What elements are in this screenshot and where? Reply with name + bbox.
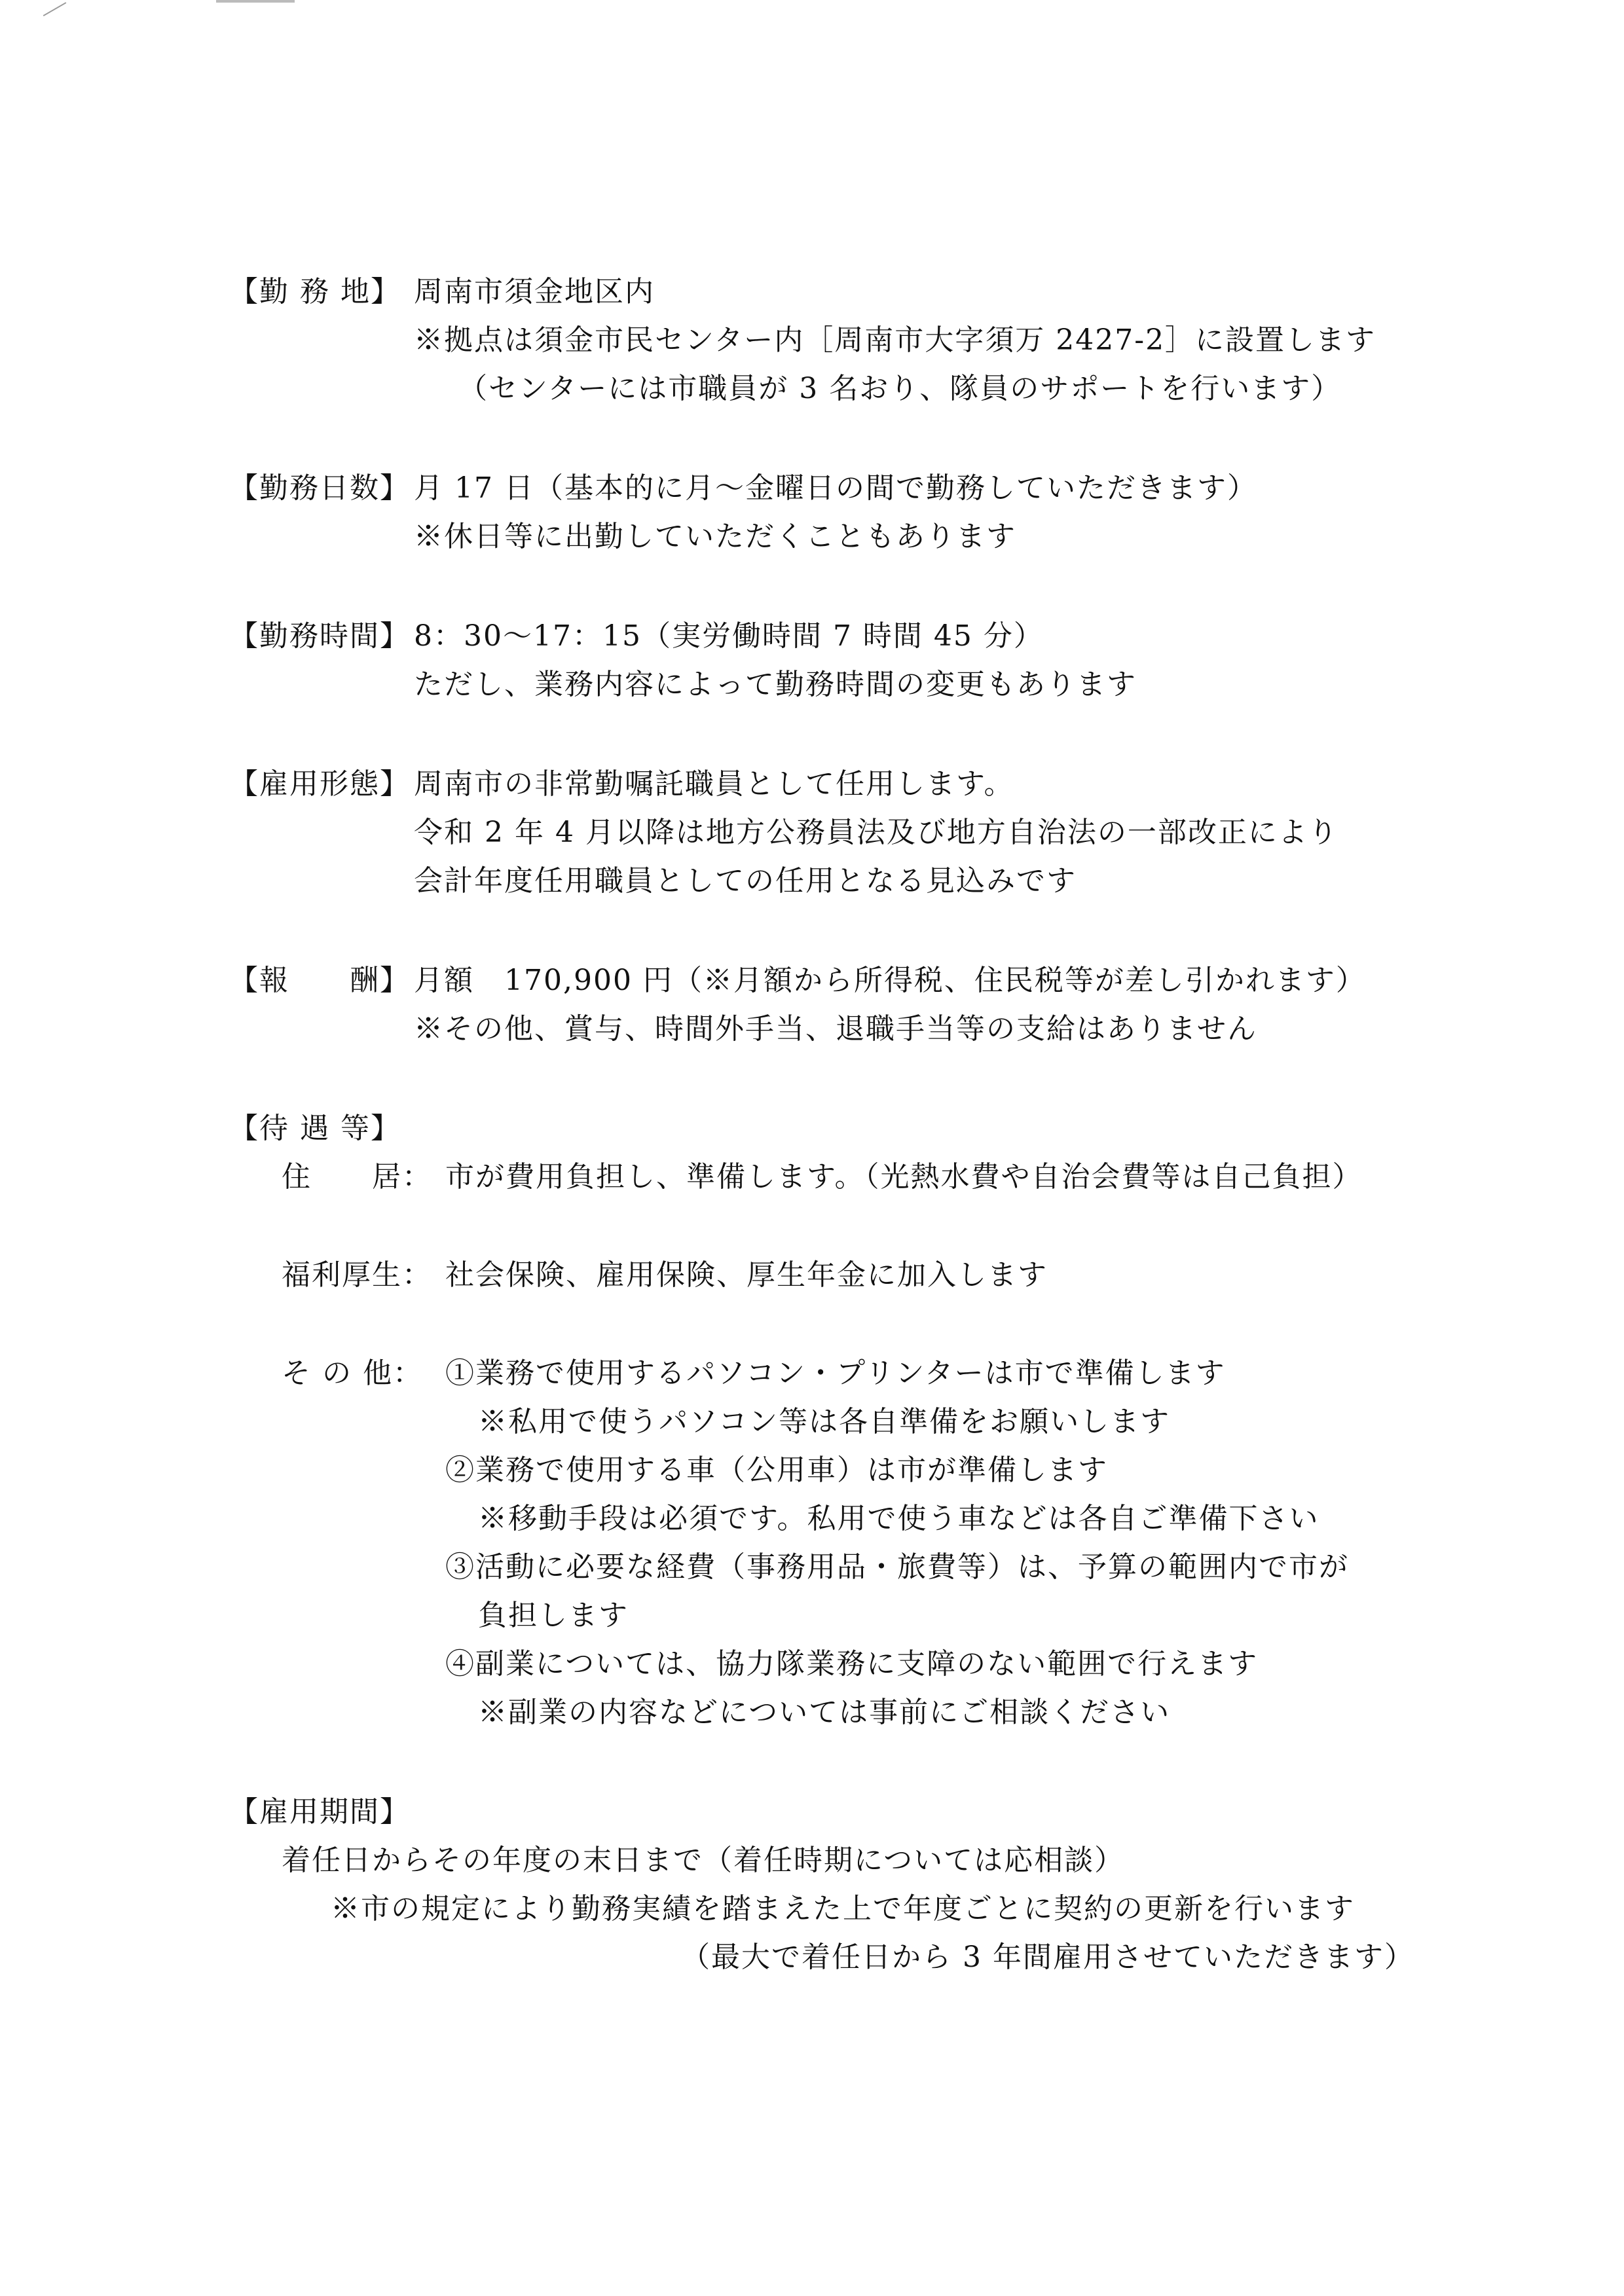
- other-label: そ の 他：: [282, 1357, 423, 1390]
- scan-artifact: [39, 0, 67, 16]
- employment-type-label: 【雇用形態】: [229, 767, 410, 801]
- workhours-note: ただし、業務内容によって勤務時間の変更もあります: [414, 668, 1137, 701]
- other-item-2: ②業務で使用する車（公用車）は市が準備します: [445, 1453, 1108, 1487]
- workplace-label: 【勤 務 地】: [229, 275, 401, 308]
- workhours-text: 8：30～17：15（実労働時間 7 時間 45 分）: [414, 619, 1044, 653]
- workhours-label: 【勤務時間】: [229, 619, 410, 653]
- benefits-label: 【待 遇 等】: [229, 1112, 401, 1145]
- period-note: ※市の規定により勤務実績を踏まえた上で年度ごとに契約の更新を行います: [331, 1892, 1355, 1925]
- employment-type-text-2: 令和 2 年 4 月以降は地方公務員法及び地方自治法の一部改正により: [414, 816, 1338, 849]
- workplace-note: ※拠点は須金市民センター内［周南市大字須万 2427-2］に設置します: [414, 323, 1376, 357]
- workdays-text: 月 17 日（基本的に月～金曜日の間で勤務していただきます）: [414, 471, 1257, 505]
- employment-type-text: 周南市の非常勤嘱託職員として任用します。: [414, 767, 1014, 801]
- period-text: 着任日からその年度の末日まで（着任時期については応相談）: [282, 1844, 1125, 1877]
- housing-text: 市が費用負担し、準備します。（光熱水費や自治会費等は自己負担）: [445, 1160, 1363, 1194]
- workdays-label: 【勤務日数】: [229, 471, 410, 505]
- other-item-3: ③活動に必要な経費（事務用品・旅費等）は、予算の範囲内で市が: [445, 1550, 1349, 1584]
- workplace-text: 周南市須金地区内: [414, 275, 655, 308]
- workplace-note-2: （センターには市職員が 3 名おり、隊員のサポートを行います）: [458, 372, 1342, 405]
- scan-artifact: [216, 0, 295, 3]
- housing-label: 住 居：: [282, 1160, 432, 1194]
- employment-type-text-3: 会計年度任用職員としての任用となる見込みです: [414, 864, 1077, 898]
- other-item-1: ①業務で使用するパソコン・プリンターは市で準備します: [445, 1357, 1226, 1390]
- welfare-text: 社会保険、雇用保険、厚生年金に加入します: [445, 1258, 1048, 1292]
- workdays-note: ※休日等に出勤していただくこともあります: [414, 520, 1016, 553]
- salary-note: ※その他、賞与、時間外手当、退職手当等の支給はありません: [414, 1012, 1257, 1046]
- salary-text: 月額 170,900 円（※月額から所得税、住民税等が差し引かれます）: [414, 964, 1366, 997]
- other-item-2-note: ※移動手段は必須です。私用で使う車などは各自ご準備下さい: [478, 1502, 1320, 1535]
- period-note-2: （最大で着任日から 3 年間雇用させていただきます）: [681, 1941, 1414, 1974]
- salary-label: 【報 酬】: [229, 964, 410, 997]
- other-item-4-note: ※副業の内容などについては事前にご相談ください: [478, 1696, 1171, 1729]
- other-item-1-note: ※私用で使うパソコン等は各自準備をお願いします: [478, 1405, 1171, 1438]
- other-item-3-cont: 負担します: [478, 1599, 629, 1632]
- other-item-4: ④副業については、協力隊業務に支障のない範囲で行えます: [445, 1647, 1259, 1681]
- period-label: 【雇用期間】: [229, 1795, 410, 1829]
- welfare-label: 福利厚生：: [282, 1258, 432, 1292]
